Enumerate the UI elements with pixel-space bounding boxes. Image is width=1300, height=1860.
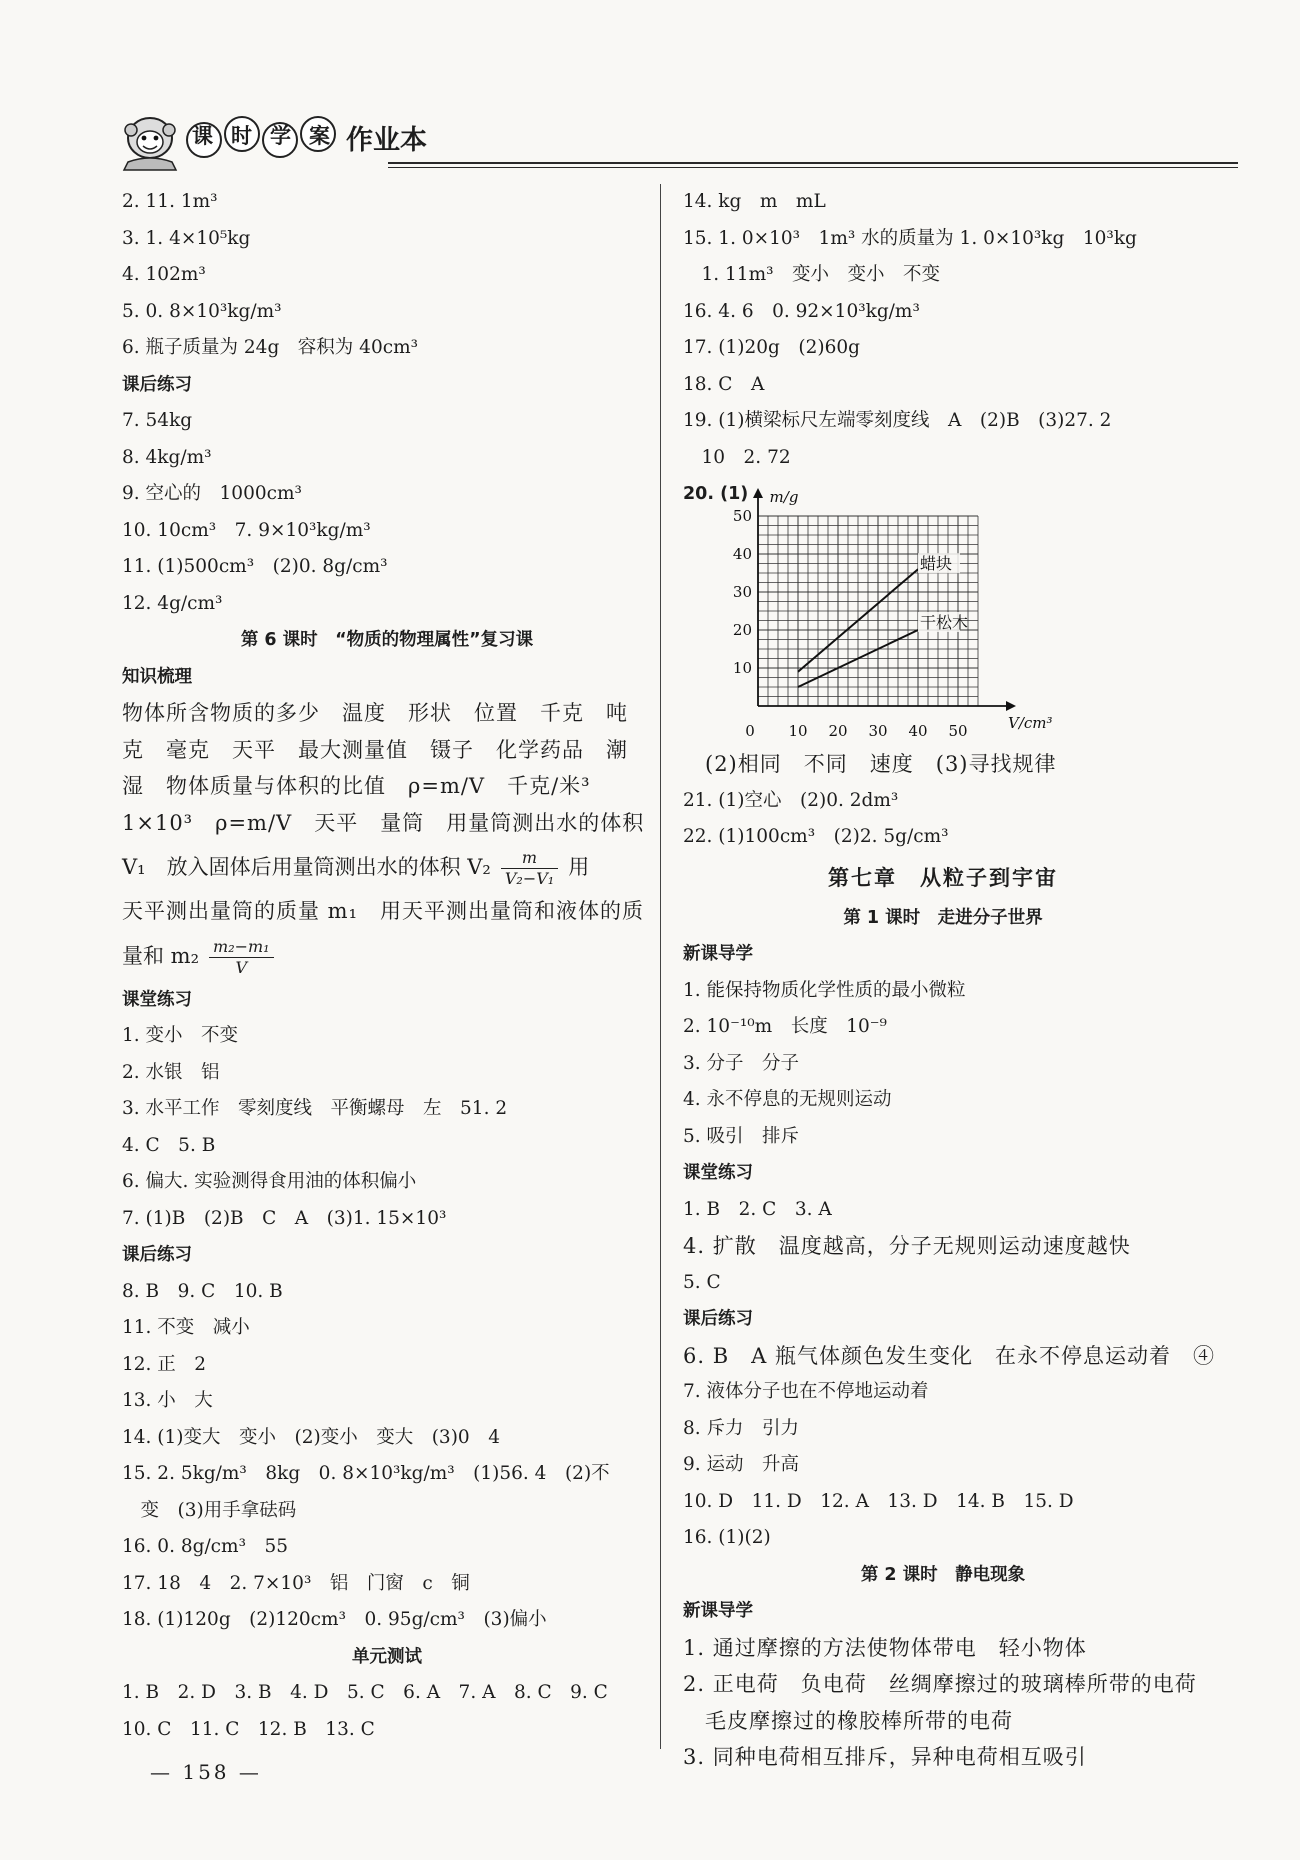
mass-volume-chart (683, 476, 1203, 746)
header-rule-thin (388, 167, 1238, 168)
answer-text: 知识梳理 (122, 666, 192, 687)
answer-line (683, 330, 1203, 367)
answer-text: 2. 水银 铝 (122, 1061, 220, 1083)
answer-line (683, 1119, 1203, 1156)
answer-text: 课后练习 (122, 374, 192, 395)
answer-line (683, 367, 1203, 404)
answer-line (122, 1712, 652, 1749)
answer-text: 课后练习 (122, 1245, 192, 1265)
answer-line (683, 1739, 1203, 1776)
answer-line (122, 1091, 652, 1128)
answer-line (122, 1347, 652, 1384)
header-rule (388, 162, 1238, 164)
y-tick-label: 50 (732, 507, 752, 525)
section-heading (122, 1639, 652, 1676)
answer-line (683, 184, 1203, 221)
answer-text: (2)相同 不同 速度 (3)寻找规律 (683, 752, 1057, 776)
answer-text: 3. 同种电荷相互排斥，异种电荷相互吸引 (683, 1745, 1087, 1769)
answer-text: 5. 0. 8×10³kg/m³ (122, 300, 282, 322)
section-heading (683, 1593, 1203, 1630)
answer-line (122, 1602, 652, 1639)
section-heading (122, 659, 652, 696)
fraction-numerator: m (521, 848, 538, 867)
answer-text: 19. (1)横梁标尺左端零刻度线 A (2)B (3)27. 2 (683, 410, 1112, 431)
y-axis-arrow (753, 488, 763, 498)
answer-line (122, 768, 652, 805)
answer-line (122, 1529, 652, 1566)
answer-line (683, 1009, 1203, 1046)
y-tick-label: 30 (732, 583, 752, 601)
section-heading (683, 900, 1203, 937)
answer-text: 4. 102m³ (122, 264, 206, 285)
answer-text: 变 (3)用手拿砝码 (122, 1499, 297, 1521)
answer-text: 9. 空心的 1000cm³ (122, 483, 302, 504)
answer-line (122, 695, 652, 732)
book-subtitle: 作业本 (346, 125, 427, 156)
monkey-mascot-icon (124, 118, 176, 170)
answer-text: 8. 斥力 引力 (683, 1417, 800, 1439)
answer-text: 3. 分子 分子 (683, 1052, 800, 1074)
answer-text: 3. 水平工作 零刻度线 平衡螺母 左 51. 2 (122, 1098, 508, 1119)
answer-text: 4. 扩散 温度越高，分子无规则运动速度越快 (683, 1234, 1131, 1258)
left-column (122, 184, 652, 1748)
section-heading (683, 936, 1203, 973)
answer-line (683, 1338, 1215, 1375)
answer-text: 6. B A 瓶气体颜色发生变化 在永不停息运动着 ④ (683, 1343, 1215, 1368)
answer-text: 16. 4. 6 0. 92×10³kg/m³ (683, 300, 920, 322)
answer-text: 4. 永不停息的无规则运动 (683, 1089, 892, 1110)
answer-text: 1. 能保持物质化学性质的最小微粒 (683, 979, 966, 1001)
answer-text: 新课导学 (683, 944, 753, 964)
answer-line (122, 476, 652, 513)
answer-text: 14. kg m mL (683, 191, 826, 212)
x-tick-label: 50 (948, 722, 968, 740)
fraction-denominator: V₂−V₁ (501, 868, 558, 889)
answer-text: 5. 吸引 排斥 (683, 1125, 800, 1147)
right-column (683, 184, 1215, 1776)
fraction-denominator: V (209, 957, 274, 978)
y-tick-label: 20 (732, 621, 752, 639)
answer-text: 4. C 5. B (122, 1134, 216, 1156)
answer-text: 2. 11. 1m³ (122, 191, 218, 212)
section-heading (683, 1155, 1203, 1192)
answer-line (122, 330, 652, 367)
answer-line (122, 513, 652, 550)
answer-text: 14. (1)变大 变小 (2)变小 变大 (3)0 4 (122, 1426, 500, 1448)
answer-text: 第 1 课时 走进分子世界 (843, 907, 1043, 928)
x-tick-label: 40 (908, 722, 928, 740)
answer-line (683, 403, 1203, 440)
answer-line (122, 1310, 652, 1347)
series-title: 课时学案 (192, 124, 348, 148)
answer-line (683, 221, 1203, 258)
answer-text: V₁ 放入固体后用量筒测出水的体积 V₂ (122, 855, 491, 879)
answer-text: 16. (1)(2) (683, 1527, 771, 1548)
answer-text: 1×10³ ρ=m/V 天平 量筒 用量筒测出水的体积 (122, 810, 645, 835)
y-tick-label: 40 (732, 545, 752, 563)
answer-line (122, 221, 652, 258)
answer-text: 17. (1)20g (2)60g (683, 337, 860, 358)
x-tick-label: 30 (868, 722, 888, 740)
x-tick-label: 10 (788, 722, 808, 740)
answer-line (683, 1228, 1203, 1265)
page-header (118, 96, 1128, 176)
fraction (501, 848, 558, 889)
answer-text: 9. 运动 升高 (683, 1454, 800, 1475)
x-axis-arrow (1006, 701, 1016, 711)
answer-text: 第 6 课时 “物质的物理属性”复习课 (240, 630, 534, 650)
answer-text: 17. 18 4 2. 7×10³ 铝 门窗 c 铜 (122, 1572, 470, 1594)
answer-text: 课后练习 (683, 1309, 753, 1329)
section-heading (122, 367, 652, 404)
answer-text: 2. 正电荷 负电荷 丝绸摩擦过的玻璃棒所带的电荷 (683, 1672, 1197, 1696)
answer-text: 第七章 从粒子到宇宙 (828, 864, 1058, 890)
answer-text: 第 2 课时 静电现象 (860, 1564, 1026, 1585)
answer-text: 10 2. 72 (683, 446, 791, 468)
answer-line (122, 930, 652, 982)
answer-text: 10. 10cm³ 7. 9×10³kg/m³ (122, 519, 371, 541)
answer-line (122, 1164, 652, 1201)
answer-line (683, 783, 1203, 820)
answer-text: 1. 11m³ 变小 变小 不变 (683, 264, 941, 285)
answer-line (122, 805, 652, 842)
answer-text: 18. C A (683, 373, 765, 395)
answer-text: 11. (1)500cm³ (2)0. 8g/cm³ (122, 556, 388, 577)
answer-line (122, 403, 652, 440)
chart-question-label: 20. (1) (683, 484, 749, 504)
y-axis-label: m/g (769, 488, 799, 506)
answer-line (122, 586, 652, 623)
answer-line (122, 1018, 652, 1055)
answer-line (683, 1703, 1203, 1740)
answer-text: 10. D 11. D 12. A 13. D 14. B 15. D (683, 1490, 1074, 1512)
section-heading (683, 1557, 1203, 1594)
answer-text: 7. 液体分子也在不停地运动着 (683, 1381, 929, 1402)
answer-text: 13. 小 大 (122, 1390, 213, 1411)
answer-text: 6. 偏大. 实验测得食用油的体积偏小 (122, 1171, 417, 1192)
answer-text-tail: 用 (568, 855, 590, 879)
answer-text: 5. C (683, 1271, 721, 1293)
answer-text: 毛皮摩擦过的橡胶棒所带的电荷 (683, 1708, 1013, 1733)
answer-text: 12. 正 2 (122, 1353, 207, 1375)
answer-line (122, 257, 652, 294)
chapter-title (683, 856, 1203, 900)
answer-line (683, 1046, 1203, 1083)
answer-line (683, 746, 1203, 783)
fraction (209, 937, 274, 978)
section-heading (122, 1237, 652, 1274)
answer-text: 单元测试 (352, 1646, 422, 1667)
answer-text: 21. (1)空心 (2)0. 2dm³ (683, 789, 899, 811)
answer-text: 15. 2. 5kg/m³ 8kg 0. 8×10³kg/m³ (1)56. 4 (2)不 (122, 1463, 610, 1484)
answer-line (122, 1456, 652, 1493)
series-label: 蜡块 (920, 554, 953, 574)
answer-line (122, 1201, 652, 1238)
answer-line (122, 184, 652, 221)
answer-line (122, 549, 652, 586)
column-divider (660, 184, 661, 1749)
answer-line (122, 1383, 652, 1420)
answer-line (683, 257, 1203, 294)
answer-text: 天平测出量筒的质量 m₁ 用天平测出量筒和液体的质 (122, 899, 645, 923)
answer-line (683, 440, 1203, 477)
answer-text: 8. 4kg/m³ (122, 446, 212, 468)
answer-line (683, 1447, 1203, 1484)
origin-label: 0 (745, 722, 755, 740)
section-heading (122, 622, 652, 659)
answer-text: 6. 瓶子质量为 24g 容积为 40cm³ (122, 337, 419, 358)
answer-text: 2. 10⁻¹⁰m 长度 10⁻⁹ (683, 1016, 887, 1037)
answer-line (683, 1666, 1203, 1703)
answer-line (122, 1274, 652, 1311)
y-tick-label: 10 (732, 659, 752, 677)
answer-text: 量和 m₂ (122, 943, 200, 968)
answer-line (122, 841, 652, 893)
answer-text: 新课导学 (683, 1601, 753, 1621)
answer-text: 克 毫克 天平 最大测量值 镊子 化学药品 潮 (122, 737, 628, 762)
answer-text: 物体所含物质的多少 温度 形状 位置 千克 吨 (122, 701, 628, 725)
answer-text: 课堂练习 (683, 1163, 753, 1183)
answer-text: 11. 不变 减小 (122, 1317, 250, 1338)
section-heading (683, 1301, 1203, 1338)
answer-line (683, 1630, 1203, 1667)
answer-line (122, 893, 652, 930)
answer-text: 7. (1)B (2)B C A (3)1. 15×10³ (122, 1207, 447, 1229)
answer-line (122, 294, 652, 331)
answer-line (683, 1192, 1203, 1229)
answer-text: 8. B 9. C 10. B (122, 1280, 283, 1302)
answer-line (122, 1493, 652, 1530)
chart-svg (723, 476, 1053, 746)
answer-line (683, 1082, 1203, 1119)
answer-line (122, 732, 652, 769)
answer-line (683, 294, 1203, 331)
answer-line (683, 973, 1203, 1010)
answer-text: 课堂练习 (122, 989, 192, 1010)
answer-text: 15. 1. 0×10³ 1m³ 水的质量为 1. 0×10³kg 10³kg (683, 227, 1137, 249)
answer-text: 1. 通过摩擦的方法使物体带电 轻小物体 (683, 1635, 1087, 1660)
answer-line (122, 1128, 652, 1165)
answer-line (122, 1566, 652, 1603)
answer-text: 7. 54kg (122, 410, 193, 431)
x-tick-label: 20 (828, 722, 848, 740)
answer-line (122, 1675, 652, 1712)
answer-line (122, 1055, 652, 1092)
section-heading (122, 982, 652, 1019)
answer-line (122, 1420, 652, 1457)
page-number: — 158 — (150, 1760, 262, 1784)
answer-line (683, 1265, 1203, 1302)
answer-text: 1. 变小 不变 (122, 1025, 239, 1046)
answer-text: 1. B 2. D 3. B 4. D 5. C 6. A 7. A 8. C 9. C (122, 1682, 608, 1703)
answer-line (683, 1520, 1203, 1557)
answer-text: 3. 1. 4×10⁵kg (122, 227, 251, 249)
answer-line (683, 819, 1203, 856)
series-label: 干松木 (920, 613, 969, 632)
x-axis-label: V/cm³ (1008, 714, 1053, 732)
answer-text: 1. B 2. C 3. A (683, 1198, 832, 1220)
answer-text: 湿 物体质量与体积的比值 ρ=m/V 千克/米³ (122, 774, 591, 798)
answer-text: 16. 0. 8g/cm³ 55 (122, 1536, 289, 1557)
answer-text: 10. C 11. C 12. B 13. C (122, 1718, 375, 1740)
answer-text: 22. (1)100cm³ (2)2. 5g/cm³ (683, 826, 949, 847)
answer-line (683, 1484, 1203, 1521)
answer-line (122, 440, 652, 477)
fraction-numerator: m₂−m₁ (213, 936, 270, 956)
answer-text: 18. (1)120g (2)120cm³ 0. 95g/cm³ (3)偏小 (122, 1609, 547, 1630)
answer-text: 12. 4g/cm³ (122, 592, 223, 614)
answer-line (683, 1374, 1203, 1411)
answer-line (683, 1411, 1203, 1448)
